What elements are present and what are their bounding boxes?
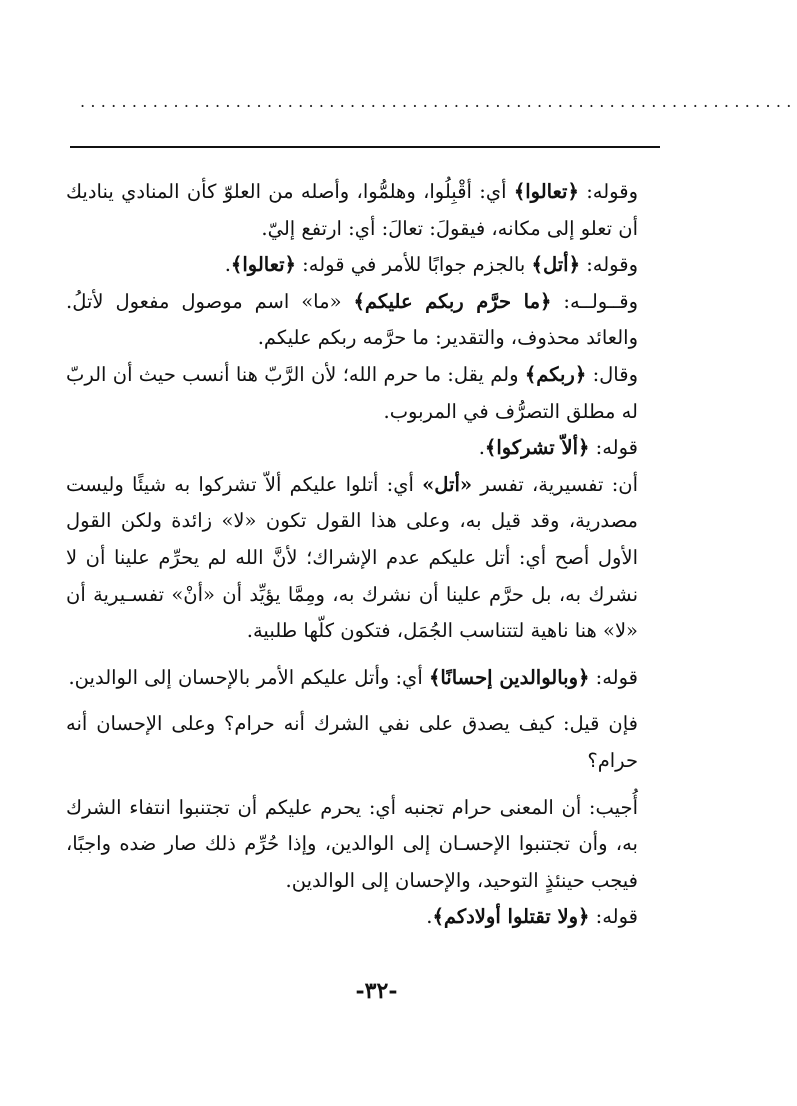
paragraph bbox=[66, 467, 666, 650]
paragraph bbox=[66, 284, 666, 357]
text-run: ولم يقل: ما حرم الله؛ لأن الرَّبّ هنا أنسب حيث أن الربّ له مطلق التصرُّف في المربوب. bbox=[66, 362, 638, 423]
text-run: وقال: bbox=[586, 362, 638, 386]
bold-quote: ﴿ما حرَّم ربكم عليكم﴾ bbox=[353, 289, 552, 313]
text-run: . bbox=[224, 253, 231, 277]
text-run: «ما» اسم موصول مفعول لأتلُ. والعائد محذوف، والتقدير: ما حرَّمه ربكم عليكم. bbox=[66, 289, 638, 350]
text-run: أي: أقْبِلُوا، وهلمُّوا، وأصله من العلوّ كأن المنادي يناديك أن تعلو إلى مكانه، فيقولَ: تعالَ: أي: ارتفع إليّ. bbox=[66, 180, 638, 240]
paragraph bbox=[66, 899, 666, 936]
text-run: بالجزم جوابًا للأمر في قوله: bbox=[295, 253, 532, 277]
bold-quote: ﴿أتل﴾ bbox=[531, 253, 581, 277]
text-run: قوله: bbox=[589, 436, 638, 460]
paragraph bbox=[66, 357, 666, 430]
bold-quote: «أتل» bbox=[422, 472, 473, 496]
bold-quote: ﴿ولا تقتلوا أولادكم﴾ bbox=[432, 905, 590, 929]
text-run: فإن قيل: كيف يصدق على نفي الشرك أنه حرام؟ وعلى الإحسان أنه حرام؟ bbox=[66, 712, 638, 772]
text-run: أي: أتلوا عليكم ألاّ تشركوا به شيئًا وليست مصدرية، وقد قيل به، وعلى هذا القول تكون «لا» زائدة ولكن القول الأول أصح أي: أتل عليكم عدم الإشراك؛ لأنَّ الله لم يحرِّم علينا أن لا نشرك به، بل حرَّم علينا أن نشرك به، ومِمَّا يؤيِّد أن «أنْ» تفسـيرية أن «لا» هنا ناهية لتتناسب الجُمَل، فتكون كلّها طلبية. bbox=[66, 472, 638, 643]
bold-quote: ﴿وبالوالدين إحسانًا﴾ bbox=[428, 665, 590, 689]
text-run: أن: تفسيرية، تفسر bbox=[472, 472, 638, 496]
text-run: قوله: bbox=[589, 665, 638, 689]
bold-quote: ﴿ربكم﴾ bbox=[524, 362, 587, 386]
text-run: وقوله: bbox=[578, 180, 638, 203]
text-run: قوله: bbox=[589, 905, 638, 929]
paragraph bbox=[66, 790, 666, 900]
paragraph bbox=[66, 174, 666, 247]
bold-quote: ﴿ألاّ تشركوا﴾ bbox=[484, 436, 590, 460]
text-run: وقــولــه: bbox=[551, 289, 639, 313]
text-run: وقوله: bbox=[580, 253, 638, 277]
paragraph bbox=[66, 660, 666, 697]
page-number: -٣٢- bbox=[355, 978, 398, 1004]
body-text bbox=[66, 174, 666, 936]
bold-quote: ﴿تعالوا﴾ bbox=[230, 253, 296, 277]
text-run: . bbox=[426, 905, 433, 929]
text-run: . bbox=[478, 436, 485, 460]
paragraph bbox=[66, 430, 666, 467]
header-dotted-line: ..................................................................... bbox=[80, 92, 797, 111]
text-run: أي: وأتل عليكم الأمر بالإحسان إلى الوالدين. bbox=[68, 665, 429, 689]
paragraph bbox=[66, 247, 666, 284]
header-rule bbox=[70, 146, 660, 148]
bold-quote: ﴿تعالوا﴾ bbox=[513, 180, 579, 203]
text-run: أُجيب: أن المعنى حرام تجنبه أي: يحرم عليكم أن تجتنبوا انتفاء الشرك به، وأن تجتنبوا الإحسـان إلى الوالدين، وإذا حُرِّم ذلك صار ضده واجبًا، فيجب حينئذٍ التوحيد، والإحسان إلى الوالدين. bbox=[66, 795, 638, 892]
paragraph bbox=[66, 706, 666, 779]
